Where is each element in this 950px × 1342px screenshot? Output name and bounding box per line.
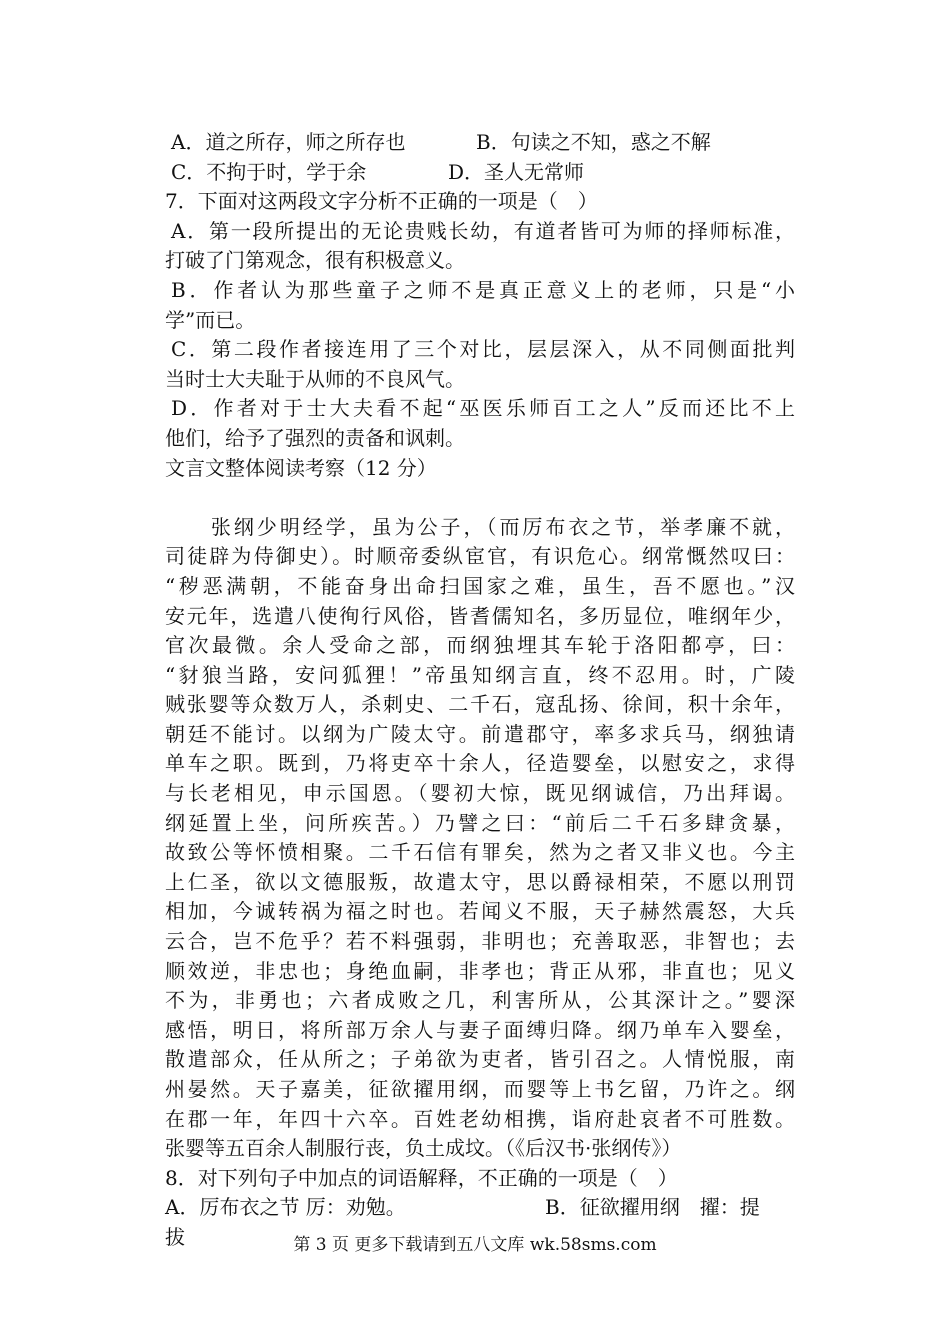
- q7-option-d-line-1: D．作者对于士大夫看不起“巫医乐师百工之人”反而还比不上: [171, 396, 795, 421]
- q7-option-c-line-1: C．第二段作者接连用了三个对比，层层深入，从不同侧面批判: [171, 337, 795, 362]
- section-title: 文言文整体阅读考察（12 分）: [165, 455, 437, 480]
- passage-line: 散遣部众，任从所之；子弟欲为吏者，皆引召之。人情悦服，南: [165, 1047, 795, 1072]
- passage-line: 云合，岂不危乎？若不料强弱，非明也；充善取恶，非智也；去: [165, 929, 795, 954]
- passage-line: “豺狼当路，安问狐狸！”帝虽知纲言直，终不忍用。时，广陵: [165, 662, 795, 687]
- q7-option-b-line-2: 学”而已。: [165, 307, 256, 332]
- passage-line: 与长老相见，申示国恩。（婴初大惊，既见纲诚信，乃出拜谒。: [165, 781, 795, 806]
- passage-line: 在郡一年，年四十六卒。百姓老幼相携，诣府赴哀者不可胜数。: [165, 1106, 795, 1131]
- passage-line: “秽恶满朝，不能奋身出命扫国家之难，虽生，吾不愿也。”汉: [165, 573, 795, 598]
- classical-chinese-passage: [165, 513, 795, 1164]
- passage-line: 贼张婴等众数万人，杀刺史、二千石，寇乱扬、徐间，积十余年，: [165, 692, 795, 717]
- passage-line: 司徒辟为侍御史）。时顺帝委纵宦官，有识危心。纲常慨然叹曰：: [165, 544, 795, 569]
- q6-option-c: C．不拘于时，学于余: [171, 159, 367, 184]
- passage-line: 故致公等怀愤相聚。二千石信有罪矣，然为之者又非义也。今主: [165, 840, 795, 865]
- passage-line: 单车之职。既到，乃将吏卒十余人，径造婴垒，以慰安之，求得: [165, 751, 795, 776]
- q8-option-b: B．征欲擢用纲 擢：提: [545, 1195, 760, 1220]
- q7-option-a-line-1: A．第一段所提出的无论贵贱长幼，有道者皆可为师的择师标准，: [171, 218, 795, 243]
- q6-option-b: B．句读之不知，惑之不解: [476, 130, 711, 154]
- passage-line: 顺效逆，非忠也；身绝血嗣，非孝也；背正从邪，非直也；见义: [165, 958, 795, 983]
- q8-options-row: [165, 1193, 795, 1223]
- q6-options-row-2: [165, 158, 795, 188]
- q7-option-d-line-2: 他们，给予了强烈的责备和讽刺。: [165, 425, 465, 450]
- q8-stem: 8．对下列句子中加点的词语解释，不正确的一项是（ ）: [165, 1165, 678, 1190]
- document-body: [165, 128, 795, 1253]
- q6-options-row-1: [165, 128, 795, 158]
- page-footer: 第 3 页 更多下载请到五八文库 wk.58sms.com: [293, 1235, 657, 1255]
- q8-option-b-continuation: 拔: [165, 1224, 185, 1249]
- passage-line: 张婴等五百余人制服行丧，负土成坟。（《后汉书·张纲传》）: [165, 1136, 682, 1161]
- passage-line: 相加，今诚转祸为福之时也。若闻义不服，天子赫然震怒，大兵: [165, 899, 795, 924]
- blank-line: [165, 483, 795, 513]
- q7-option-b-line-1: B．作者认为那些童子之师不是真正意义上的老师，只是“小: [171, 277, 795, 302]
- passage-line: 朝廷不能讨。以纲为广陵太守。前遣郡守，率多求兵马，纲独请: [165, 721, 795, 746]
- passage-line: 不为，非勇也；六者成败之几，利害所从，公其深计之。”婴深: [165, 988, 795, 1013]
- passage-line: 纲延置上坐，问所疾苦。）乃譬之曰：“前后二千石多肆贪暴，: [165, 810, 795, 835]
- passage-line: 安元年，选遣八使徇行风俗，皆耆儒知名，多历显位，唯纲年少，: [165, 603, 795, 628]
- passage-line: 官次最微。余人受命之部，而纲独埋其车轮于洛阳都亭，曰：: [165, 633, 795, 658]
- passage-line: 张纲少明经学，虽为公子，（而厉布衣之节，举孝廉不就，: [165, 514, 795, 539]
- passage-line: 上仁圣，欲以文德服叛，故遣太守，思以爵禄相荣，不愿以刑罚: [165, 869, 795, 894]
- q6-option-a: A．道之所存，师之所存也: [171, 130, 406, 154]
- q6-option-d: D．圣人无常师: [448, 159, 585, 184]
- passage-line: 感悟，明日，将所部万余人与妻子面缚归降。纲乃单车入婴垒，: [165, 1017, 795, 1042]
- q7-option-c-line-2: 当时士大夫耻于从师的不良风气。: [165, 366, 465, 391]
- q8-option-a: A．厉布衣之节 厉：劝勉。: [165, 1195, 406, 1220]
- q7-option-a-line-2: 打破了门第观念，很有积极意义。: [165, 248, 465, 273]
- q7-stem: 7．下面对这两段文字分析不正确的一项是（ ）: [165, 189, 598, 214]
- passage-line: 州晏然。天子嘉美，征欲擢用纲，而婴等上书乞留，乃许之。纲: [165, 1077, 795, 1101]
